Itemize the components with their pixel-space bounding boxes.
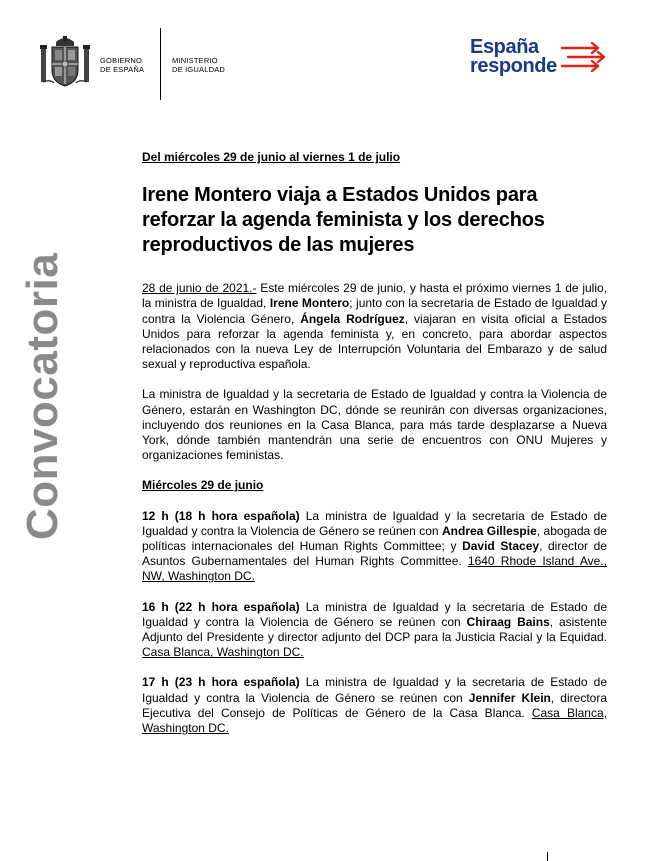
event-time: 12 h (18 h hora española) (142, 508, 300, 523)
name-angela-rodriguez: Ángela Rodríguez (300, 311, 405, 326)
event-place: 1640 Rhode Island Ave., NW, Washington DC. (142, 554, 608, 584)
p1-text-1: Este miércoles 29 de junio, y hasta el próximo viernes 1 de julio, la ministra de Igualdad, (142, 281, 607, 311)
event-person: David Stacey (462, 539, 540, 554)
ministry-label (172, 56, 225, 74)
gov-line-1: GOBIERNO (100, 56, 143, 65)
event-place: Casa Blanca, Washington DC. (142, 705, 607, 736)
event-time: 17 h (23 h hora española) (142, 675, 300, 690)
logo-line-2: responde (470, 55, 557, 77)
event-3 (142, 675, 607, 736)
name-irene-montero: Irene Montero (269, 296, 350, 311)
event-text: La ministra de Igualdad y la secretaria de Estado de Igualdad y contra la Violencia de Género se reúnen con (142, 508, 607, 538)
p1-text-2: ; junto con la secretaria de Estado de Igualdad y contra la Violencia Género, (142, 296, 608, 326)
page-edge-mark (547, 852, 548, 861)
espana-responde-logo (470, 38, 610, 78)
event-person: Chiraag Bains (466, 614, 550, 629)
document-body (142, 150, 607, 751)
event-text: , directora Ejecutiva del Consejo de Políticas de Género de la Casa Blanca. (142, 690, 607, 720)
p1-text-3: , viajaran en visita oficial a Estados Unidos para reforzar la agenda feminista y, en concreto, para abordar aspectos relacionados con la nueva Ley de Interrupción Voluntaria del Embarazo y de salud sexual y reproductiva española. (142, 311, 608, 372)
coat-of-arms-icon (40, 36, 90, 88)
event-text: La ministra de Igualdad y la secretaria de Estado de Igualdad y contra la Violencia de Género se reúnen con (142, 599, 607, 629)
gov-line-2: DE ESPAÑA (100, 65, 145, 74)
press-date: 28 de junio de 2021.- (142, 281, 257, 296)
event-text: , asistente Adjunto del Presidente y director adjunto del DCP para la Justicia Racial y la Equidad. (142, 614, 607, 645)
arrows-icon (558, 42, 608, 72)
date-range: Del miércoles 29 de junio al viernes 1 de julio (142, 150, 401, 164)
event-2 (142, 600, 607, 661)
paragraph-2: La ministra de Igualdad y la secretaria de Estado de Igualdad y contra la Violencia de Género, estarán en Washington DC, dónde se reunirán con diversas organizaciones, incluyendo dos reuniones en la Casa Blanca, para más tarde desplazarse a Nueva York, dónde también mantendrán una serie de encuentros con ONU Mujeres y organizaciones feministas. (142, 387, 607, 463)
event-1 (142, 509, 607, 585)
min-line-1: MINISTERIO (172, 56, 218, 65)
min-line-2: DE IGUALDAD (172, 65, 226, 74)
section-heading: Miércoles 29 de junio (142, 478, 264, 493)
paragraph-1 (142, 281, 607, 372)
letterhead (0, 0, 667, 110)
event-text: La ministra de Igualdad y la secretaria de Estado de Igualdad y contra la Violencia de Género se reúnen con (142, 675, 607, 705)
event-time: 16 h (22 h hora española) (142, 599, 300, 614)
logo-line-1: España (470, 36, 539, 58)
event-person: Andrea Gillespie (442, 523, 537, 538)
event-place: Casa Blanca, Washington DC. (142, 645, 304, 660)
event-text: , director de Asuntos Gubernamentales del Human Rights Committee. (142, 539, 607, 569)
event-text: , abogada de políticas internacionales del Human Rights Committee; y (142, 523, 607, 554)
document-title: Irene Montero viaja a Estados Unidos para reforzar la agenda feminista y los derechos reproductivos de las mujeres (142, 184, 545, 257)
event-person: Jennifer Klein (468, 690, 551, 705)
government-label (100, 56, 144, 74)
convocatoria-side-label: Convocatoria (18, 252, 67, 540)
header-divider (160, 28, 161, 100)
